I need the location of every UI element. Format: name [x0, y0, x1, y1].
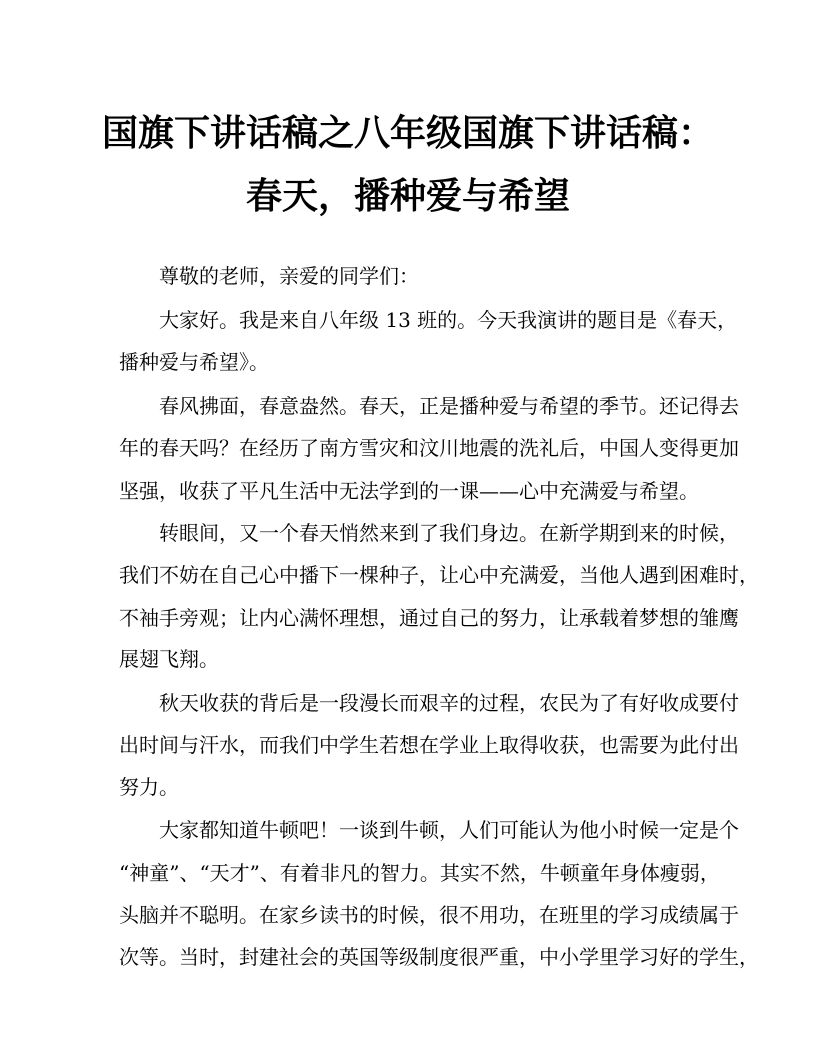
paragraph-line: 秋天收获的背后是一段漫长而艰辛的过程，农民为了有好收成要付 [159, 691, 739, 715]
paragraph-line: 我们不妨在自己心中播下一棵种子，让心中充满爱，当他人遇到困难时， [119, 563, 759, 587]
paragraph-line: 头脑并不聪明。在家乡读书的时候，很不用功，在班里的学习成绩属于 [119, 903, 739, 927]
paragraph-line: 不袖手旁观；让内心满怀理想，通过自己的努力，让承载着梦想的雏鹰 [119, 606, 739, 630]
paragraph-line: 转眼间，又一个春天悄然来到了我们身边。在新学期到来的时候， [159, 521, 739, 545]
paragraph-line: 年的春天吗？在经历了南方雪灾和汶川地震的洗礼后，中国人变得更加 [119, 436, 739, 460]
paragraph-line: 春风拂面，春意盎然。春天，正是播种爱与希望的季节。还记得去 [159, 394, 739, 418]
paragraph-line: 出时间与汗水，而我们中学生若想在学业上取得收获，也需要为此付出 [119, 733, 739, 757]
paragraph-line: 大家都知道牛顿吧！一谈到牛顿，人们可能认为他小时候一定是个 [159, 818, 739, 842]
paragraph-line: 努力。 [119, 775, 179, 799]
document-title-line-2: 春天，播种爱与希望 [245, 175, 570, 217]
paragraph-line: 次等。当时，封建社会的英国等级制度很严重，中小学里学习好的学生， [119, 945, 759, 969]
salutation-line: 尊敬的老师，亲爱的同学们： [159, 264, 419, 288]
paragraph-line: “神童”、“天才”、有着非凡的智力。其实不然，牛顿童年身体瘦弱， [119, 861, 720, 885]
document-title-line-1: 国旗下讲话稿之八年级国旗下讲话稿： [101, 112, 714, 154]
paragraph-line: 大家好。我是来自八年级 13 班的。今天我演讲的题目是《春天， [159, 308, 738, 332]
paragraph-line: 播种爱与希望》。 [119, 350, 269, 374]
paragraph-line: 展翅飞翔。 [119, 647, 219, 671]
paragraph-line: 坚强，收获了平凡生活中无法学到的一课——心中充满爱与希望。 [119, 479, 699, 503]
